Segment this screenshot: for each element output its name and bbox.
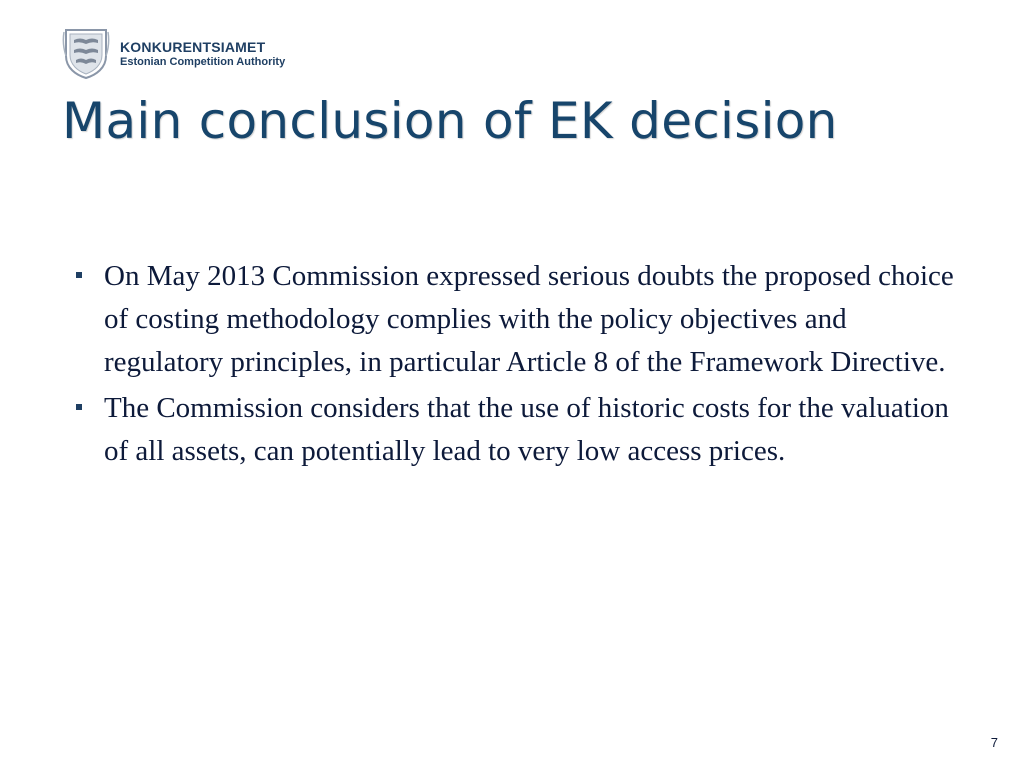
bullet-item — [75, 387, 960, 473]
bullet-text: The Commission considers that the use of historic costs for the valuation of all assets, can potentially lead to very low access prices. — [104, 392, 949, 467]
slide-title: Main conclusion of EK decision — [62, 92, 838, 150]
logo-subtitle: Estonian Competition Authority — [120, 56, 286, 68]
square-bullet-icon — [76, 272, 82, 278]
bullet-list — [75, 255, 960, 476]
page-number: 7 — [990, 735, 998, 750]
logo-name: KONKURENTSIAMET — [120, 39, 266, 55]
bullet-item — [75, 255, 960, 384]
authority-logo — [62, 26, 285, 80]
bullet-text: On May 2013 Commission expressed serious doubts the proposed choice of costing methodology complies with the policy objectives and regulatory principles, in particular Article 8 of the Framework Directive. — [104, 260, 954, 378]
logo-text — [120, 38, 285, 68]
coat-of-arms-icon — [62, 26, 110, 80]
square-bullet-icon — [76, 404, 82, 410]
